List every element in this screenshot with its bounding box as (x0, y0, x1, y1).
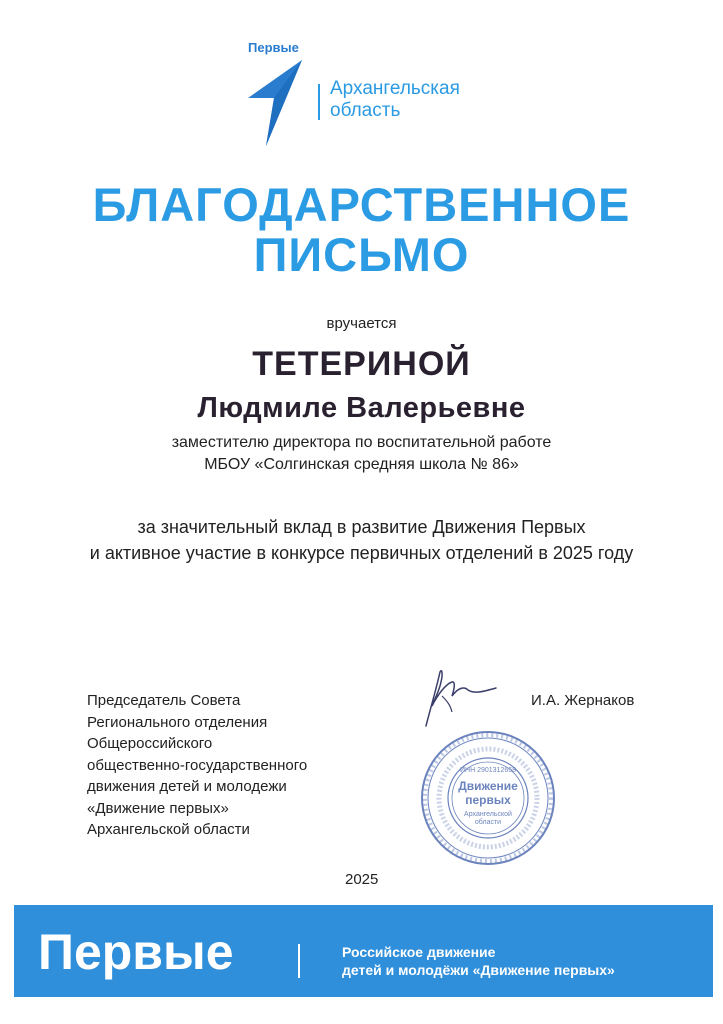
signer-name: И.А. Жернаков (531, 692, 635, 709)
recipient-position (0, 432, 723, 476)
logo-region-line2: область (330, 100, 401, 121)
document-title-line1: БЛАГОДАРСТВЕННОЕ (92, 178, 631, 231)
stamp-center-line2: первых (465, 793, 511, 807)
footer-divider (298, 944, 300, 978)
logo-divider (318, 84, 320, 120)
signer-title-line: Общероссийского (87, 735, 213, 752)
footer-brand: Первые (38, 924, 234, 980)
document-year: 2025 (345, 871, 379, 888)
awarded-text: вручается (326, 315, 397, 332)
position-line2: МБОУ «Солгинская средняя школа № 86» (204, 456, 519, 473)
footer-desc-line2: детей и молодёжи «Движение первых» (342, 962, 615, 978)
signer-title-line: «Движение первых» (87, 799, 229, 817)
logo-arrow-icon (244, 58, 304, 148)
signer-title-line: Регионального отделения (87, 713, 268, 731)
handwritten-signature (412, 660, 502, 730)
logo-region (330, 78, 460, 122)
signer-title-line: общественно-государственного (87, 756, 308, 774)
logo-region-line1: Архангельская (330, 78, 460, 99)
official-stamp (418, 728, 558, 868)
signer-title-line: Архангельской области (87, 821, 250, 838)
logo-brand-small: Первые (248, 40, 299, 55)
footer-desc-line1: Российское движение (342, 944, 496, 960)
reason-line2: и активное участие в конкурсе первичных отделений в 2025 году (89, 543, 634, 563)
signer-title (87, 690, 307, 841)
stamp-sub-line1: Архангельской (464, 811, 512, 818)
recipient-surname: ТЕТЕРИНОЙ (252, 345, 471, 383)
signer-title-line: Председатель Совета (87, 692, 241, 709)
award-reason (0, 514, 723, 566)
stamp-center-line1: Движение (458, 779, 518, 793)
stamp-inn: ИНН 2901312658 (459, 767, 517, 774)
recipient-given-names: Людмиле Валерьевне (197, 392, 526, 424)
document-title-line2: ПИСЬМО (253, 228, 470, 281)
position-line1: заместителю директора по воспитательной работе (171, 434, 552, 451)
signer-title-line: движения детей и молодежи (87, 778, 287, 795)
reason-line1: за значительный вклад в развитие Движения Первых (137, 517, 586, 537)
stamp-sub-line2: области (474, 819, 502, 826)
